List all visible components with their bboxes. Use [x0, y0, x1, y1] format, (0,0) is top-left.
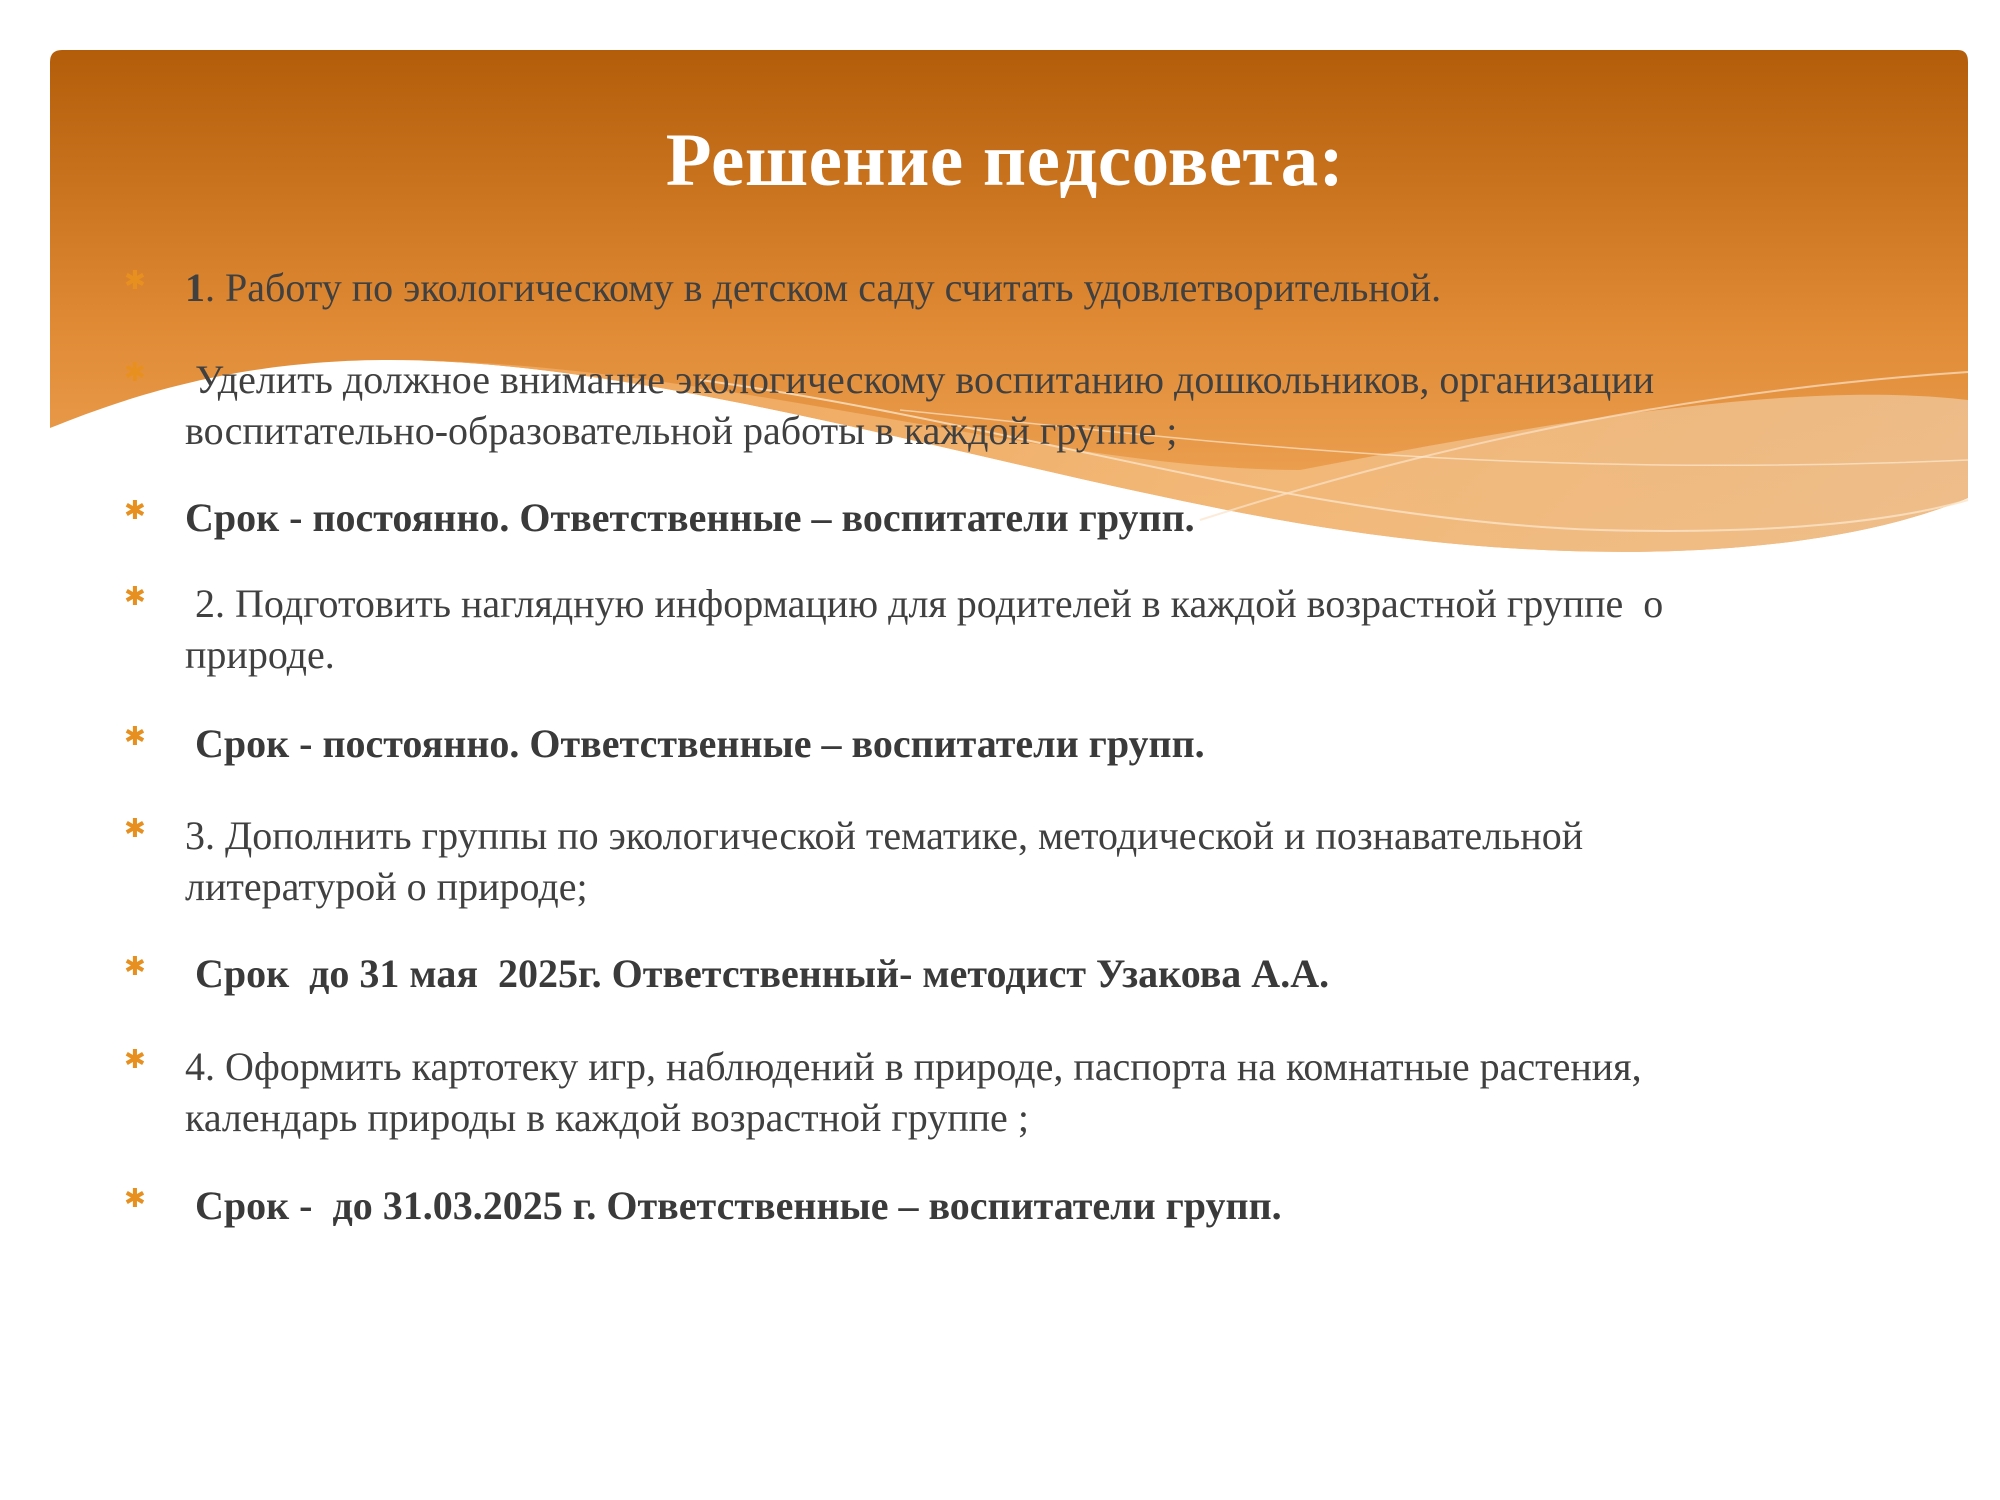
list-item-text: Срок - постоянно. Ответственные – воспитатели групп. — [185, 721, 1205, 766]
asterisk-bullet-icon: ✱ — [124, 358, 146, 388]
asterisk-bullet-icon: ✱ — [124, 1045, 146, 1075]
asterisk-bullet-icon: ✱ — [124, 266, 146, 296]
asterisk-bullet-icon: ✱ — [124, 582, 146, 612]
list-item-text: Уделить должное внимание экологическому воспитанию дошкольников, организации воспитательно-образовательной работы в каждой группе ; — [185, 357, 1655, 453]
asterisk-bullet-icon: ✱ — [124, 496, 146, 526]
list-item-text: Срок - постоянно. Ответственные – воспитатели групп. — [185, 495, 1195, 540]
list-item-text: 4. Оформить картотеку игр, наблюдений в природе, паспорта на комнатные растения, календарь природы в каждой возрастной группе ; — [185, 1044, 1642, 1140]
list-item-text: 2. Подготовить наглядную информацию для родителей в каждой возрастной группе о природе. — [185, 581, 1664, 677]
asterisk-bullet-icon: ✱ — [124, 814, 146, 844]
asterisk-bullet-icon: ✱ — [124, 1184, 146, 1214]
list-item-text: Срок - до 31.03.2025 г. Ответственные – воспитатели групп. — [185, 1183, 1282, 1228]
list-item-text — [185, 262, 1865, 313]
list-item-text: 3. Дополнить группы по экологической тематике, методической и познавательной литературой о природе; — [185, 813, 1584, 909]
item-body: . Работу по экологическому в детском саду считать удовлетворительной. — [205, 265, 1442, 310]
slide-title: Решение педсовета: — [665, 119, 1345, 202]
item-number: 1 — [185, 265, 205, 310]
asterisk-bullet-icon: ✱ — [124, 722, 146, 752]
asterisk-bullet-icon: ✱ — [124, 952, 146, 982]
list-item-text: Срок до 31 мая 2025г. Ответственный- методист Узакова А.А. — [185, 951, 1330, 996]
